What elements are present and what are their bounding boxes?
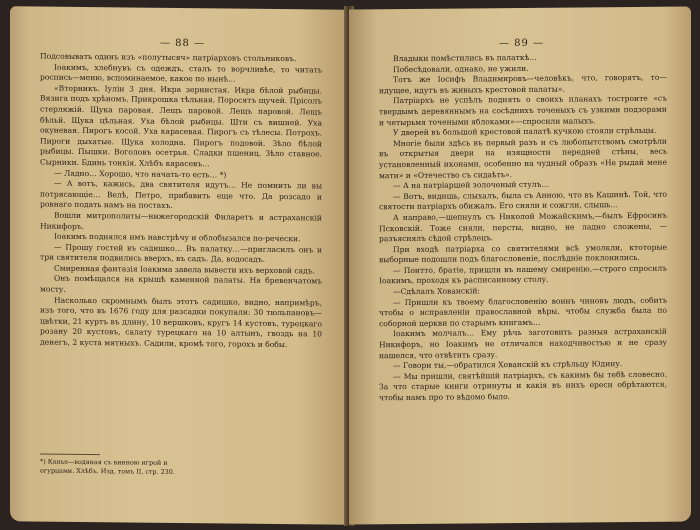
- footnote: *) Канье—водяная съ винною игрой и огурцами. Хлѣбъ. Изд. томъ II, стр. 230.: [40, 457, 175, 476]
- paragraph: Владыки помѣстились въ палаткѣ…: [393, 52, 537, 64]
- paragraph: —Сдѣлалъ Хованскій:: [393, 286, 480, 297]
- paragraph: Подсовывать одинъ изъ «полутысяч» патріарховъ стольниковъ.: [40, 51, 297, 64]
- paragraph: При входѣ патріарха со святителями всѣ умолкли, ктоторые выборные подошли подъ благословеніе, послѣдніе поклонились.: [379, 242, 667, 265]
- paragraph: «Вторникъ. Іуліи 3 дня. Икра зернистая. Икра бѣлой рыбицы. Вязига подъ хрѣномъ. Прикрошка тѣльная. Поросятъ щучей. Прісолъ стерляжій. Щука паровая. Лещъ паровой. Лещъ паровой. Лещъ бѣльй. Щука цѣльная. Уха бѣлой рыбицы. Шти съ вишней. Уха окуневая. Пирогъ косой. Уха карасевая. Пирогъ съ тѣлесы. Потрохъ. Пироги дыхатые. Щука холодна. Пирогъ подовой. Зѣло бѣлой рыбицы. Пышки. Воголовъ осетрья. Сладки пшениц. Зѣло ставное. Сырники. Бдинь тонкія. Хлѣбъ карасевъ…: [40, 83, 322, 169]
- paragraph: — Мы пришли, святѣйшій патріархъ, съ какимъ бы тебѣ словесно. За что старые книги отринуты и какія въ нихъ ереси обрѣтаются, чтобы намъ про то вѣдомо было.: [379, 369, 667, 403]
- paragraph: Іоакимъ молчалъ… Ему рѣчь заготовить разныя астраханскій Никифоръ, но Іоакимъ не отличался находчивостью и не сразу нашелся, что отвѣтить сразу.: [379, 327, 667, 360]
- paragraph: У дверей въ большой крестовой палатѣ кучкою стояли стрѣльцы.: [393, 125, 657, 138]
- paragraph: Тотъ же Іосифъ Владимировъ—человѣкъ, что, говорятъ, то—идущее, идутъ въ живыхъ крестовой палаты».: [379, 72, 667, 96]
- paragraph: — Говори ты,—обратился Хованскій къ стрѣльцу Юдину.: [393, 359, 623, 371]
- paragraph: Іоакимъ поднялся имъ навстрѣчу и облобызался по-речески.: [54, 231, 301, 244]
- right-page: [349, 7, 691, 525]
- paragraph: — Вотъ, видишь, слыхалъ, была съ Анною, что въ Кашинѣ. Той, что святости патріархъ обижалъ. Его сняли и сожгли, слышь…: [379, 189, 667, 212]
- right-page-text: [379, 52, 667, 404]
- paragraph: Онъ помѣщался на крышѣ каменной палаты. На бревенчатомъ мосту.: [40, 274, 322, 294]
- paragraph: Патріархъ не успѣлъ поднять о своихъ планахъ тостроите «съ твердымъ деревяннымъ на сосѣднихъ точеныхъ съ узкими подзорами и четырьмя точеными яблоками»—спросили малыхъ.: [379, 94, 667, 127]
- paragraph: Многіе были здѣсь въ первый разъ и съ любопытствомъ смотрѣли въ открытыя двери на изящности передней стѣны, весь установленный иконами, особенно на чудный образъ «Не рыдай мене мати» и «Отечество съ сидаѣть».: [379, 136, 667, 180]
- paragraph: — Прошу гостей въ садишко… Въ палатку…—пригласилъ онъ и три святителя подвились вверхъ, въ садъ. Да, водосадъ.: [40, 242, 322, 265]
- paragraph: Вошли митрополиты—нижегородскій Филаретъ и астраханскій Никифоръ.: [40, 210, 322, 231]
- page-number-right: — 89 —: [499, 37, 545, 50]
- left-page: [10, 6, 348, 525]
- page-number-left: — 88 —: [160, 37, 206, 50]
- paragraph: — А на патріаршей золоченый стулъ…: [393, 179, 550, 191]
- paragraph: Смиренная фантазія Іоакима завела вывести ихъ верховой садъ.: [54, 263, 316, 276]
- paragraph: — Ладно… Хорошо, что начать-то есть… *): [54, 168, 227, 180]
- left-page-text: [40, 52, 322, 352]
- paragraph: Іоакимъ, хлебнувъ съ одеждъ, сталъ то ворчливѣе, то читать роспись—меню, вспоминаемое, какое по нынѣ…: [40, 62, 322, 84]
- paragraph: А направо,—шепнулъ съ Николой Можайскимъ,—былъ Ефросинъ Псковскій. Тоже сняли, персты, видно, не ладно сложены, —разъяснялъ сѣдой стрѣлецъ.: [379, 210, 667, 244]
- paragraph: — Поитто, братіе, пришли въ нашему смиренію,—строго спросилъ Іоакимъ, проходя къ расписанному столу.: [379, 263, 667, 286]
- paragraph: Насколько скромнымъ былъ этотъ садишко, видно, напримѣръ, изъ того, что въ 1676 году для разсадки покупали: 30 тюльпановъ—цвѣтки, 21 куртъ въ длину, 10 вершковъ, кругъ 14 кустовъ, турецкаго розану 20 кустовъ, салату турецкаго на 10 алтынъ, гвоздь на 10 денегъ, 2 куста мятныхъ. Садили, кромѣ того, горохъ и бобы.: [40, 295, 322, 350]
- footnote-rule: [40, 454, 100, 456]
- paragraph: — Пришли къ твоему благословенію воинъ чиновъ людъ, собить чтобы о исправленіи православной вѣры, чтобы служба была по соборной церкви по старымъ книгамъ…: [379, 295, 667, 329]
- paragraph: Побесѣдовали, однако, не ужили.: [393, 63, 529, 74]
- paragraph: — А вотъ, кажись, два святителя идутъ… Не помнить ли вы потрясающіе… Велѣ, Петро, прибавить еще что. Да розсадо и ровнаго подать намъ на постахъ.: [40, 178, 322, 211]
